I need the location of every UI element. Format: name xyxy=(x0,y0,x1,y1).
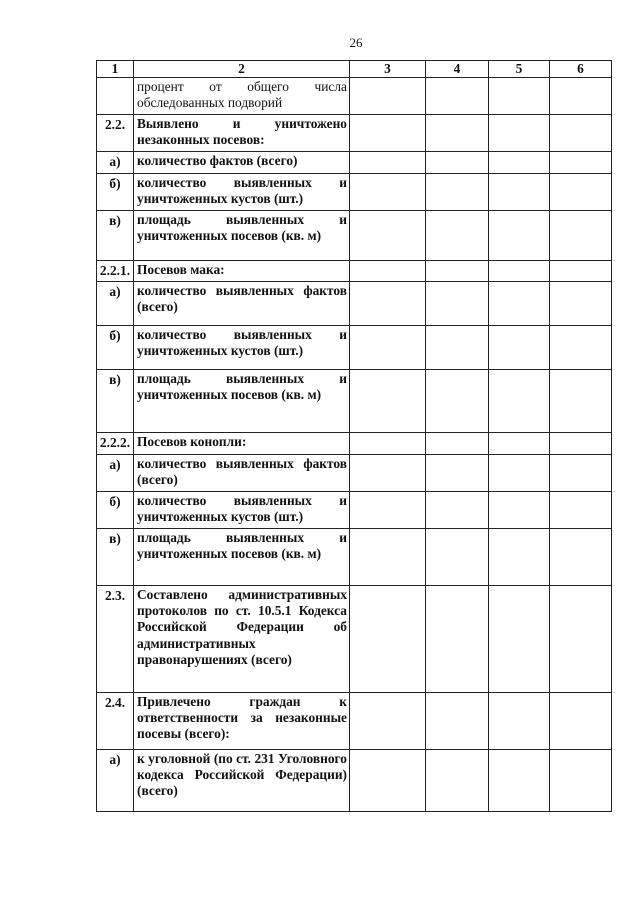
value-cell-col-5 xyxy=(489,152,550,174)
row-description: Посевов конопли: xyxy=(134,433,350,455)
row-description: площадь выявленных и уничтоженных посевов (кв. м) xyxy=(134,529,350,586)
value-cell-col-6 xyxy=(550,211,612,261)
value-cell-col-5 xyxy=(489,211,550,261)
value-cell-col-3 xyxy=(350,152,426,174)
value-cell-col-3 xyxy=(350,326,426,370)
value-cell-col-6 xyxy=(550,174,612,211)
value-cell-col-3 xyxy=(350,693,426,750)
value-cell-col-4 xyxy=(426,492,489,529)
value-cell-col-6 xyxy=(550,115,612,152)
value-cell-col-6 xyxy=(550,750,612,812)
value-cell-col-5 xyxy=(489,750,550,812)
row-number: а) xyxy=(97,152,134,174)
value-cell-col-4 xyxy=(426,750,489,812)
table-row xyxy=(97,326,612,370)
value-cell-col-5 xyxy=(489,492,550,529)
value-cell-col-5 xyxy=(489,693,550,750)
value-cell-col-4 xyxy=(426,693,489,750)
page-number: 26 xyxy=(349,35,363,50)
table-row xyxy=(97,115,612,152)
value-cell-col-4 xyxy=(426,211,489,261)
row-number xyxy=(97,78,134,115)
value-cell-col-5 xyxy=(489,455,550,492)
value-cell-col-6 xyxy=(550,455,612,492)
row-number: б) xyxy=(97,174,134,211)
value-cell-col-6 xyxy=(550,78,612,115)
table-row xyxy=(97,433,612,455)
value-cell-col-3 xyxy=(350,370,426,433)
row-description: количество выявленных фактов (всего) xyxy=(134,282,350,326)
value-cell-col-3 xyxy=(350,261,426,282)
row-number: а) xyxy=(97,750,134,812)
value-cell-col-6 xyxy=(550,282,612,326)
row-description: Привлечено граждан к ответственности за незаконные посевы (всего): xyxy=(134,693,350,750)
value-cell-col-3 xyxy=(350,211,426,261)
table-row xyxy=(97,282,612,326)
value-cell-col-4 xyxy=(426,261,489,282)
row-description: Составлено административных протоколов по ст. 10.5.1 Кодекса Российской Федерации об административных правонарушениях (всего) xyxy=(134,586,350,693)
column-header: 6 xyxy=(550,61,612,78)
value-cell-col-3 xyxy=(350,750,426,812)
value-cell-col-5 xyxy=(489,370,550,433)
value-cell-col-5 xyxy=(489,174,550,211)
row-number: 2.2.2. xyxy=(97,433,134,455)
row-description: Выявлено и уничтожено незаконных посевов: xyxy=(134,115,350,152)
table-row xyxy=(97,455,612,492)
value-cell-col-6 xyxy=(550,326,612,370)
row-description: Посевов мака: xyxy=(134,261,350,282)
column-header: 3 xyxy=(350,61,426,78)
row-description: площадь выявленных и уничтоженных посевов (кв. м) xyxy=(134,211,350,261)
column-header: 5 xyxy=(489,61,550,78)
value-cell-col-4 xyxy=(426,455,489,492)
value-cell-col-4 xyxy=(426,152,489,174)
value-cell-col-4 xyxy=(426,370,489,433)
value-cell-col-3 xyxy=(350,115,426,152)
value-cell-col-5 xyxy=(489,529,550,586)
table-row xyxy=(97,152,612,174)
table-row xyxy=(97,174,612,211)
value-cell-col-5 xyxy=(489,78,550,115)
table-row xyxy=(97,370,612,433)
row-number: а) xyxy=(97,282,134,326)
table-row xyxy=(97,211,612,261)
value-cell-col-6 xyxy=(550,586,612,693)
value-cell-col-6 xyxy=(550,261,612,282)
value-cell-col-5 xyxy=(489,115,550,152)
column-header: 1 xyxy=(97,61,134,78)
row-number: в) xyxy=(97,211,134,261)
value-cell-col-4 xyxy=(426,529,489,586)
header-row xyxy=(97,61,612,78)
table-row xyxy=(97,78,612,115)
value-cell-col-5 xyxy=(489,261,550,282)
value-cell-col-3 xyxy=(350,492,426,529)
row-number: 2.2.1. xyxy=(97,261,134,282)
column-header: 4 xyxy=(426,61,489,78)
value-cell-col-5 xyxy=(489,326,550,370)
value-cell-col-3 xyxy=(350,78,426,115)
value-cell-col-4 xyxy=(426,174,489,211)
table-row xyxy=(97,750,612,812)
row-description: к уголовной (по ст. 231 Уголовного кодекса Российской Федерации) (всего) xyxy=(134,750,350,812)
value-cell-col-6 xyxy=(550,693,612,750)
table-row xyxy=(97,529,612,586)
value-cell-col-4 xyxy=(426,78,489,115)
value-cell-col-4 xyxy=(426,326,489,370)
row-number: 2.4. xyxy=(97,693,134,750)
row-number: в) xyxy=(97,529,134,586)
value-cell-col-5 xyxy=(489,586,550,693)
value-cell-col-6 xyxy=(550,529,612,586)
value-cell-col-5 xyxy=(489,433,550,455)
row-number: 2.2. xyxy=(97,115,134,152)
row-description: количество выявленных фактов (всего) xyxy=(134,455,350,492)
table-body xyxy=(97,78,612,812)
value-cell-col-3 xyxy=(350,586,426,693)
value-cell-col-3 xyxy=(350,282,426,326)
row-description: количество выявленных и уничтоженных кустов (шт.) xyxy=(134,492,350,529)
value-cell-col-4 xyxy=(426,586,489,693)
table-row xyxy=(97,693,612,750)
row-number: а) xyxy=(97,455,134,492)
value-cell-col-6 xyxy=(550,152,612,174)
report-table xyxy=(96,60,612,812)
row-number: в) xyxy=(97,370,134,433)
value-cell-col-4 xyxy=(426,282,489,326)
value-cell-col-3 xyxy=(350,455,426,492)
value-cell-col-4 xyxy=(426,115,489,152)
value-cell-col-4 xyxy=(426,433,489,455)
row-description: процент от общего числа обследованных подворий xyxy=(134,78,350,115)
column-header: 2 xyxy=(134,61,350,78)
row-number: б) xyxy=(97,492,134,529)
row-description: количество фактов (всего) xyxy=(134,152,350,174)
value-cell-col-6 xyxy=(550,370,612,433)
row-number: 2.3. xyxy=(97,586,134,693)
table-row xyxy=(97,586,612,693)
table-row xyxy=(97,492,612,529)
row-description: количество выявленных и уничтоженных кустов (шт.) xyxy=(134,326,350,370)
value-cell-col-6 xyxy=(550,492,612,529)
value-cell-col-6 xyxy=(550,433,612,455)
value-cell-col-3 xyxy=(350,529,426,586)
table-row xyxy=(97,261,612,282)
value-cell-col-3 xyxy=(350,433,426,455)
row-description: площадь выявленных и уничтоженных посевов (кв. м) xyxy=(134,370,350,433)
row-description: количество выявленных и уничтоженных кустов (шт.) xyxy=(134,174,350,211)
value-cell-col-3 xyxy=(350,174,426,211)
value-cell-col-5 xyxy=(489,282,550,326)
row-number: б) xyxy=(97,326,134,370)
